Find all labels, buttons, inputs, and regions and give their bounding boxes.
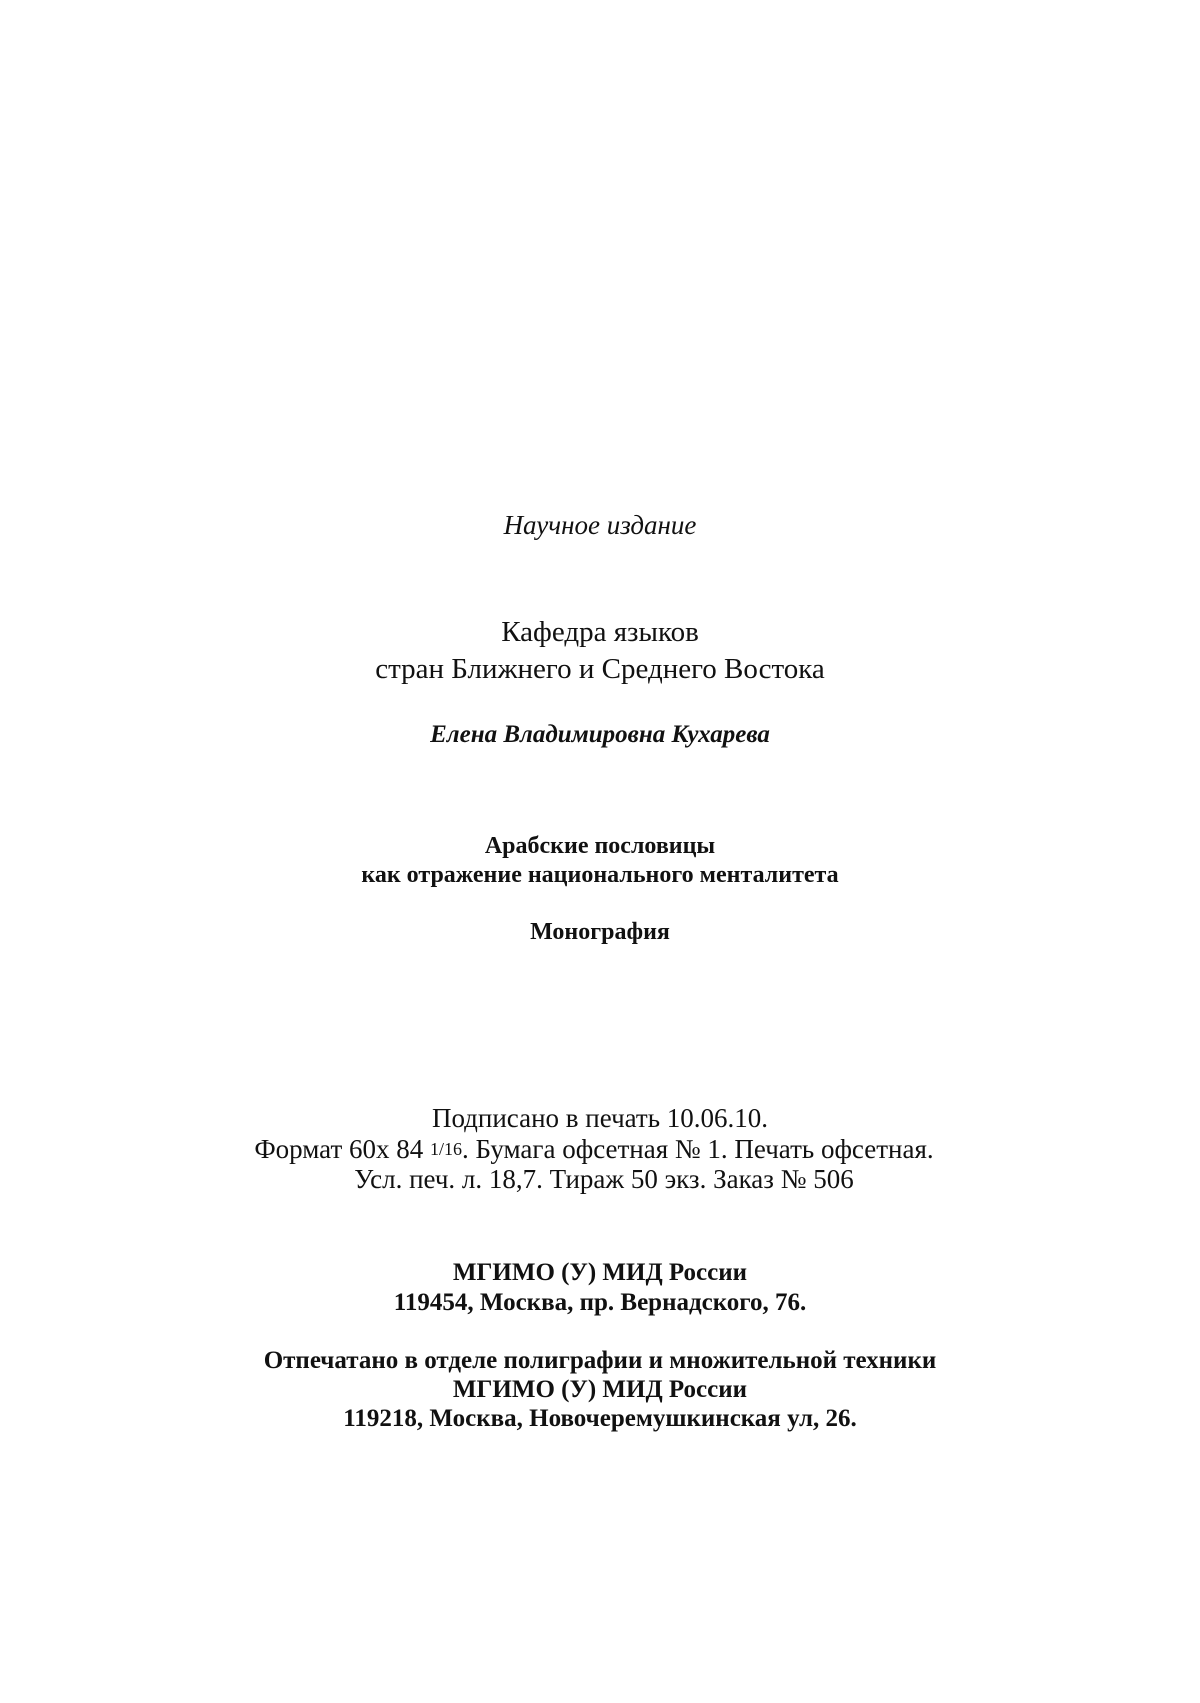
- printer-address: 119218, Москва, Новочеремушкинская ул, 26.: [343, 1405, 857, 1432]
- signed-for-print: Подписано в печать 10.06.10.: [431, 1103, 769, 1133]
- publisher-name: МГИМО (У) МИД России: [452, 1259, 748, 1286]
- book-title-line-2: как отражение национального менталитета: [361, 862, 839, 888]
- format-suffix: . Бумага офсетная № 1. Печать офсетная.: [462, 1134, 934, 1164]
- format-fraction: 1/16: [430, 1139, 463, 1159]
- genre-label: Научное издание: [503, 510, 697, 540]
- format-prefix: Формат 60х 84: [254, 1134, 431, 1164]
- publisher-address: 119454, Москва, пр. Вернадского, 76.: [393, 1289, 807, 1316]
- print-details: Усл. печ. л. 18,7. Тираж 50 экз. Заказ № 506: [354, 1164, 854, 1194]
- publication-type: Монография: [530, 919, 670, 945]
- department-line-1: Кафедра языков: [501, 616, 699, 648]
- format-details: [0, 1136, 1194, 1163]
- department-line-2: стран Ближнего и Среднего Востока: [375, 653, 825, 685]
- book-title-line-1: Арабские пословицы: [484, 833, 716, 859]
- printer-name: МГИМО (У) МИД России: [452, 1376, 748, 1403]
- author-name: Елена Владимировна Кухарева: [430, 721, 770, 748]
- printer-line: Отпечатано в отделе полиграфии и множительной техники: [263, 1347, 937, 1374]
